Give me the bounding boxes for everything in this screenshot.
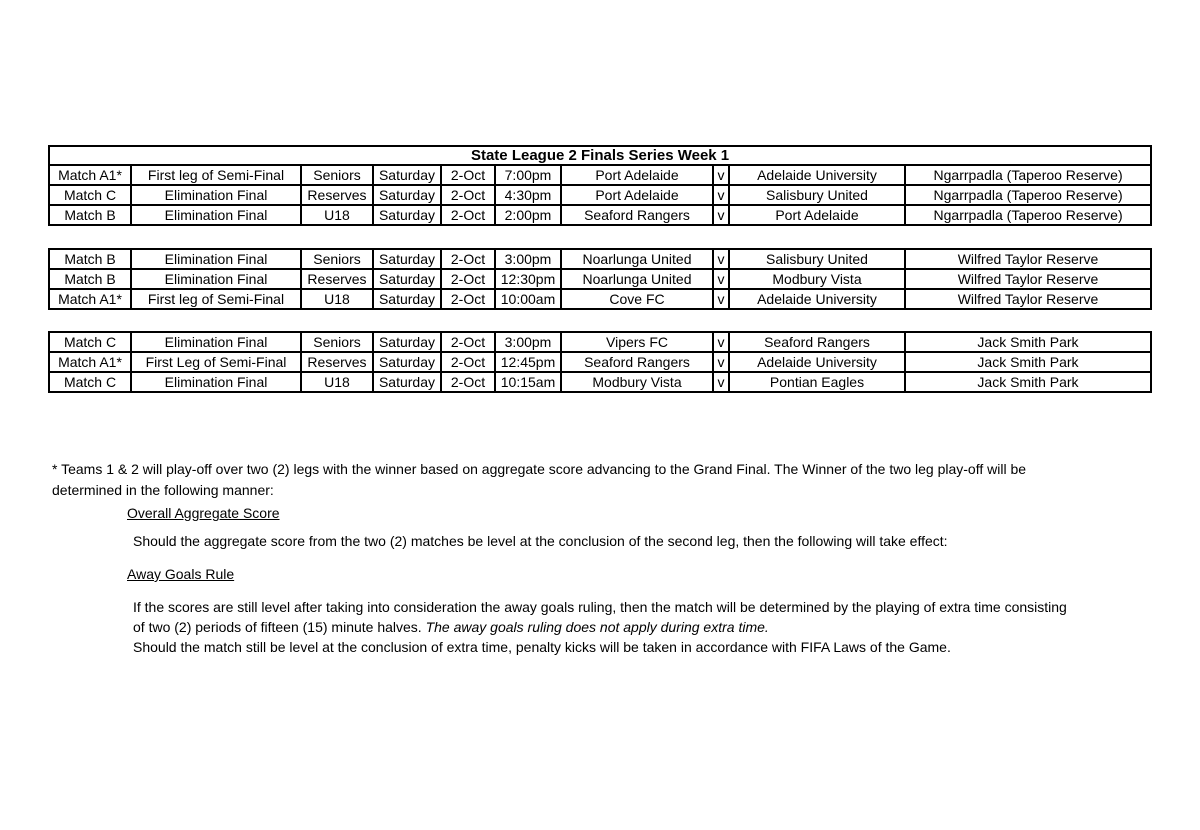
match-id-cell: Match B	[49, 269, 131, 289]
fixture-row	[49, 372, 1151, 392]
home-team-cell: Noarlunga United	[561, 269, 713, 289]
versus-cell: v	[713, 352, 729, 372]
stage-cell: Elimination Final	[131, 332, 301, 352]
versus-cell: v	[713, 332, 729, 352]
fixture-row	[49, 352, 1151, 372]
venue-cell: Jack Smith Park	[905, 352, 1151, 372]
date-cell: 2-Oct	[441, 185, 495, 205]
stage-cell: Elimination Final	[131, 205, 301, 225]
venue-cell: Wilfred Taylor Reserve	[905, 289, 1151, 309]
stage-cell: First leg of Semi-Final	[131, 289, 301, 309]
day-cell: Saturday	[373, 352, 441, 372]
extra-time-line-3: Should the match still be level at the conclusion of extra time, penalty kicks will be taken in accordance with FIFA Laws of the Game.	[133, 639, 951, 655]
footnote-intro-line-2: determined in the following manner:	[52, 482, 274, 498]
away-team-cell: Seaford Rangers	[729, 332, 905, 352]
away-team-cell: Pontian Eagles	[729, 372, 905, 392]
table-title: State League 2 Finals Series Week 1	[49, 146, 1151, 165]
division-cell: Seniors	[301, 332, 373, 352]
versus-cell: v	[713, 185, 729, 205]
fixture-row	[49, 332, 1151, 352]
aggregate-score-heading: Overall Aggregate Score	[127, 505, 280, 521]
date-cell: 2-Oct	[441, 332, 495, 352]
match-id-cell: Match B	[49, 249, 131, 269]
away-goals-heading: Away Goals Rule	[127, 566, 235, 582]
match-id-cell: Match B	[49, 205, 131, 225]
date-cell: 2-Oct	[441, 205, 495, 225]
time-cell: 4:30pm	[495, 185, 561, 205]
home-team-cell: Modbury Vista	[561, 372, 713, 392]
home-team-cell: Cove FC	[561, 289, 713, 309]
fixture-row	[49, 249, 1151, 269]
fixtures-table-ngarrpadla	[48, 145, 1152, 226]
home-team-cell: Port Adelaide	[561, 185, 713, 205]
fixture-row	[49, 269, 1151, 289]
time-cell: 3:00pm	[495, 249, 561, 269]
day-cell: Saturday	[373, 185, 441, 205]
stage-cell: First leg of Semi-Final	[131, 165, 301, 185]
division-cell: Reserves	[301, 185, 373, 205]
time-cell: 12:45pm	[495, 352, 561, 372]
table-title-row	[49, 146, 1151, 165]
extra-time-line-2	[133, 617, 1067, 637]
away-team-cell: Modbury Vista	[729, 269, 905, 289]
venue-cell: Ngarrpadla (Taperoo Reserve)	[905, 165, 1151, 185]
date-cell: 2-Oct	[441, 165, 495, 185]
division-cell: Seniors	[301, 249, 373, 269]
venue-cell: Wilfred Taylor Reserve	[905, 269, 1151, 289]
aggregate-score-text: Should the aggregate score from the two (2) matches be level at the conclusion of the second leg, then the following will take effect:	[133, 533, 948, 549]
versus-cell: v	[713, 372, 729, 392]
versus-cell: v	[713, 289, 729, 309]
away-team-cell: Salisbury United	[729, 185, 905, 205]
extra-time-line-2-italic: The away goals ruling does not apply during extra time.	[421, 619, 769, 635]
day-cell: Saturday	[373, 269, 441, 289]
division-cell: U18	[301, 372, 373, 392]
division-cell: Reserves	[301, 269, 373, 289]
stage-cell: First Leg of Semi-Final	[131, 352, 301, 372]
stage-cell: Elimination Final	[131, 249, 301, 269]
day-cell: Saturday	[373, 205, 441, 225]
division-cell: U18	[301, 205, 373, 225]
day-cell: Saturday	[373, 372, 441, 392]
date-cell: 2-Oct	[441, 289, 495, 309]
date-cell: 2-Oct	[441, 269, 495, 289]
fixture-row	[49, 185, 1151, 205]
venue-cell: Wilfred Taylor Reserve	[905, 249, 1151, 269]
venue-cell: Ngarrpadla (Taperoo Reserve)	[905, 185, 1151, 205]
day-cell: Saturday	[373, 249, 441, 269]
home-team-cell: Noarlunga United	[561, 249, 713, 269]
date-cell: 2-Oct	[441, 372, 495, 392]
time-cell: 10:15am	[495, 372, 561, 392]
extra-time-line-1: If the scores are still level after taking into consideration the away goals ruling, then the match will be determined by the playing of extra time consisting	[133, 599, 1067, 615]
stage-cell: Elimination Final	[131, 185, 301, 205]
venue-cell: Ngarrpadla (Taperoo Reserve)	[905, 205, 1151, 225]
time-cell: 12:30pm	[495, 269, 561, 289]
home-team-cell: Seaford Rangers	[561, 352, 713, 372]
date-cell: 2-Oct	[441, 249, 495, 269]
division-cell: Seniors	[301, 165, 373, 185]
match-id-cell: Match A1*	[49, 352, 131, 372]
venue-cell: Jack Smith Park	[905, 332, 1151, 352]
away-team-cell: Salisbury United	[729, 249, 905, 269]
match-id-cell: Match A1*	[49, 289, 131, 309]
date-cell: 2-Oct	[441, 352, 495, 372]
home-team-cell: Seaford Rangers	[561, 205, 713, 225]
footnote-intro-line-1: * Teams 1 & 2 will play-off over two (2) legs with the winner based on aggregate score advancing to the Grand Final. The Winner of the two leg play-off will be	[52, 461, 1027, 477]
venue-cell: Jack Smith Park	[905, 372, 1151, 392]
home-team-cell: Vipers FC	[561, 332, 713, 352]
home-team-cell: Port Adelaide	[561, 165, 713, 185]
away-team-cell: Adelaide University	[729, 165, 905, 185]
fixtures-table-wilfred-taylor	[48, 248, 1152, 310]
match-id-cell: Match C	[49, 185, 131, 205]
day-cell: Saturday	[373, 165, 441, 185]
away-team-cell: Adelaide University	[729, 289, 905, 309]
versus-cell: v	[713, 165, 729, 185]
time-cell: 3:00pm	[495, 332, 561, 352]
match-id-cell: Match C	[49, 332, 131, 352]
stage-cell: Elimination Final	[131, 372, 301, 392]
time-cell: 2:00pm	[495, 205, 561, 225]
day-cell: Saturday	[373, 289, 441, 309]
extra-time-text	[133, 597, 1067, 657]
match-id-cell: Match A1*	[49, 165, 131, 185]
fixture-row	[49, 165, 1151, 185]
footnote-intro	[52, 459, 1026, 501]
division-cell: Reserves	[301, 352, 373, 372]
time-cell: 7:00pm	[495, 165, 561, 185]
division-cell: U18	[301, 289, 373, 309]
match-id-cell: Match C	[49, 372, 131, 392]
versus-cell: v	[713, 249, 729, 269]
fixture-row	[49, 289, 1151, 309]
stage-cell: Elimination Final	[131, 269, 301, 289]
time-cell: 10:00am	[495, 289, 561, 309]
fixture-row	[49, 205, 1151, 225]
fixtures-table-jack-smith-park	[48, 331, 1152, 393]
day-cell: Saturday	[373, 332, 441, 352]
versus-cell: v	[713, 269, 729, 289]
away-team-cell: Port Adelaide	[729, 205, 905, 225]
extra-time-line-2-normal: of two (2) periods of fifteen (15) minute halves.	[133, 619, 422, 635]
versus-cell: v	[713, 205, 729, 225]
away-team-cell: Adelaide University	[729, 352, 905, 372]
